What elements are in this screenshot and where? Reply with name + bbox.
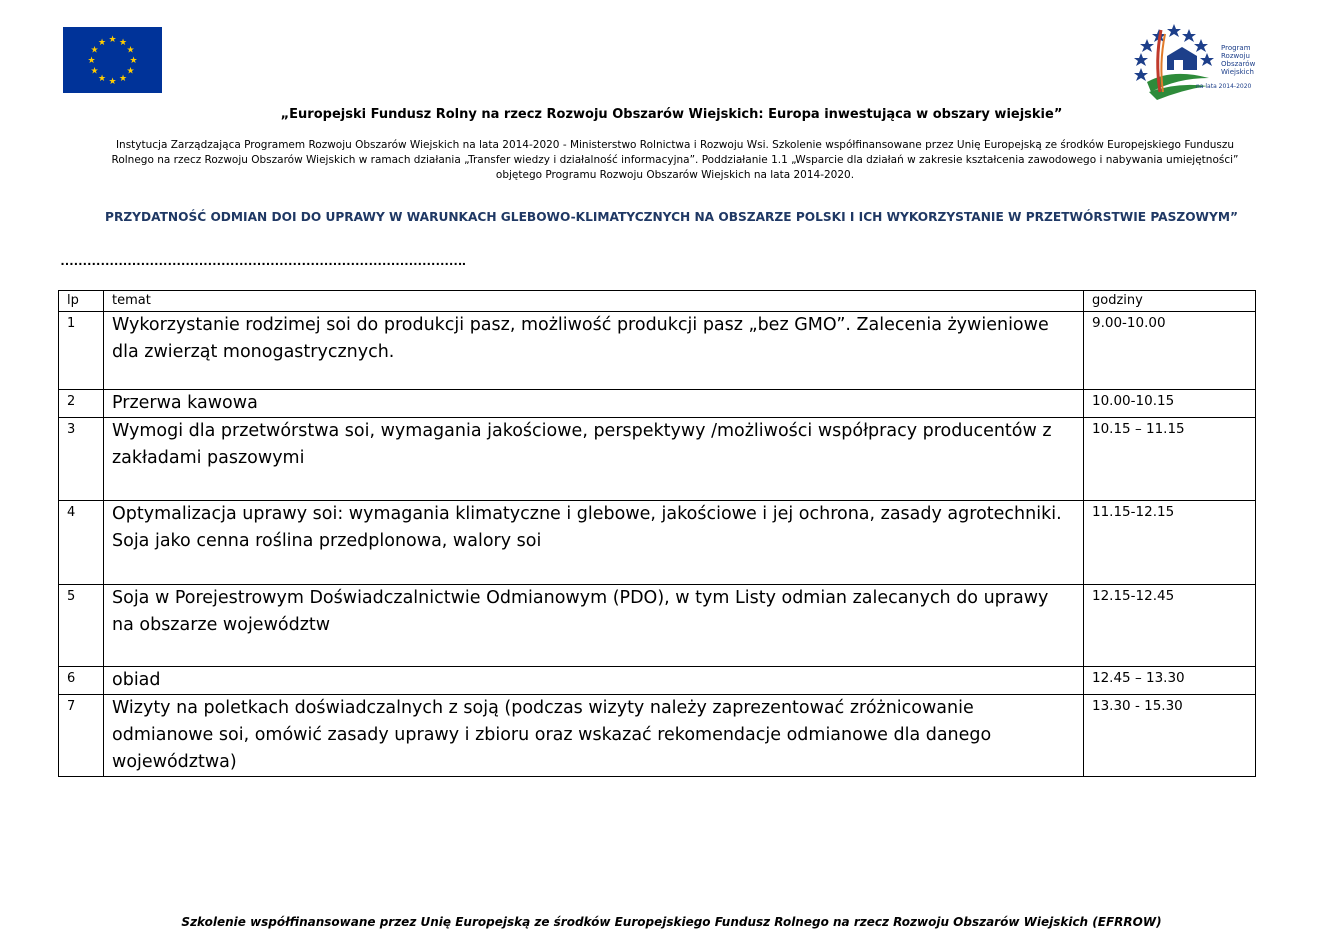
row-lp: 5 (59, 585, 104, 667)
row-hours: 9.00-10.00 (1084, 312, 1256, 390)
program-logo-line: Wiejskich (1221, 68, 1254, 76)
row-topic: Przerwa kawowa (104, 390, 1084, 418)
row-lp: 1 (59, 312, 104, 390)
row-lp: 4 (59, 501, 104, 585)
header-lp: lp (59, 291, 104, 312)
row-lp: 3 (59, 418, 104, 501)
svg-text:★: ★ (118, 38, 128, 48)
table-row (59, 585, 1256, 667)
program-logo-years: na lata 2014-2020 (1196, 83, 1252, 90)
row-topic: Wymogi dla przetwórstwa soi, wymagania jakościowe, perspektywy /możliwości współpracy producentów z zakładami paszowymi (104, 418, 1084, 501)
row-hours: 10.00-10.15 (1084, 390, 1256, 418)
svg-text:★: ★ (126, 45, 135, 56)
dotted-placeholder-line: ………………………………………………………………………………. (60, 252, 466, 268)
row-hours: 13.30 - 15.30 (1084, 695, 1256, 777)
table-row (59, 390, 1256, 418)
table-row (59, 667, 1256, 695)
svg-text:★: ★ (129, 56, 138, 66)
row-lp: 7 (59, 695, 104, 777)
svg-text:★: ★ (97, 38, 107, 48)
institution-line: Rolnego na rzecz Rozwoju Obszarów Wiejskich w ramach działania „Transfer wiedzy i działalność informacyjna”. Poddziałanie 1.1 „Wsparcie dla działań w zakresie kształcenia zawodowego i nabywania umiejętności” (111, 154, 1239, 166)
fund-headline: „Europejski Fundusz Rolny na rzecz Rozwoju Obszarów Wiejskich: Europa inwestująca w obszary wiejskie” (280, 107, 1063, 122)
svg-text:★: ★ (90, 66, 99, 77)
svg-text:★: ★ (108, 35, 117, 45)
table-row (59, 695, 1256, 777)
program-logo-line: Rozwoju (1221, 52, 1250, 60)
svg-text:★: ★ (90, 45, 99, 56)
row-hours: 12.45 – 13.30 (1084, 667, 1256, 695)
program-logo-line: Program (1221, 44, 1251, 52)
eu-flag-logo (63, 27, 162, 93)
agenda-table (58, 290, 1256, 777)
svg-text:★: ★ (108, 77, 117, 87)
document-title: PRZYDATNOŚĆ ODMIAN DOI DO UPRAWY W WARUNKACH GLEBOWO-KLIMATYCZNYCH NA OBSZARZE POLSKI I ICH WYKORZYSTANIE W PRZETWÓRSTWIE PASZOWYM” (105, 210, 1238, 224)
row-topic: Soja w Porejestrowym Doświadczalnictwie Odmianowym (PDO), w tym Listy odmian zalecanych do uprawy na obszarze województw (104, 585, 1084, 667)
row-topic: Wykorzystanie rodzimej soi do produkcji pasz, możliwość produkcji pasz „bez GMO”. Zalecenia żywieniowe dla zwierząt monogastrycznych. (104, 312, 1084, 390)
table-row (59, 312, 1256, 390)
table-row (59, 418, 1256, 501)
svg-text:★: ★ (87, 56, 96, 66)
row-topic: Wizyty na poletkach doświadczalnych z soją (podczas wizyty należy zaprezentować zróżnicowanie odmianowe soi, omówić zasady uprawy i zbioru oraz wskazać rekomendacje odmianowe dla danego województwa) (104, 695, 1084, 777)
table-row (59, 501, 1256, 585)
svg-text:★: ★ (126, 66, 135, 77)
row-lp: 2 (59, 390, 104, 418)
header-hours: godziny (1084, 291, 1256, 312)
institution-statement (55, 138, 1295, 183)
row-hours: 11.15-12.15 (1084, 501, 1256, 585)
row-topic: Optymalizacja uprawy soi: wymagania klimatyczne i glebowe, jakościowe i jej ochrona, zasady agrotechniki. Soja jako cenna roślina przedplonowa, walory soi (104, 501, 1084, 585)
header-topic: temat (104, 291, 1084, 312)
row-hours: 12.15-12.45 (1084, 585, 1256, 667)
row-hours: 10.15 – 11.15 (1084, 418, 1256, 501)
row-lp: 6 (59, 667, 104, 695)
institution-line: objętego Programu Rozwoju Obszarów Wiejskich na lata 2014-2020. (495, 169, 855, 181)
program-logo-line: Obszarów (1221, 60, 1256, 68)
institution-line: Instytucja Zarządzająca Programem Rozwoju Obszarów Wiejskich na lata 2014-2020 - Ministerstwo Rolnictwa i Rozwoju Wsi. Szkolenie współfinansowane przez Unię Europejską ze środków Europejskiego Funduszu (115, 139, 1235, 151)
svg-text:★: ★ (118, 74, 128, 84)
table-header-row (59, 291, 1256, 312)
program-logo-text (1221, 44, 1255, 76)
svg-text:★: ★ (97, 74, 107, 84)
row-topic: obiad (104, 667, 1084, 695)
footer-cofinancing-note: Szkolenie współfinansowane przez Unię Europejską ze środków Europejskiego Fundusz Rolnego na rzecz Rozwoju Obszarów Wiejskich (EFRROW) (181, 915, 1162, 929)
